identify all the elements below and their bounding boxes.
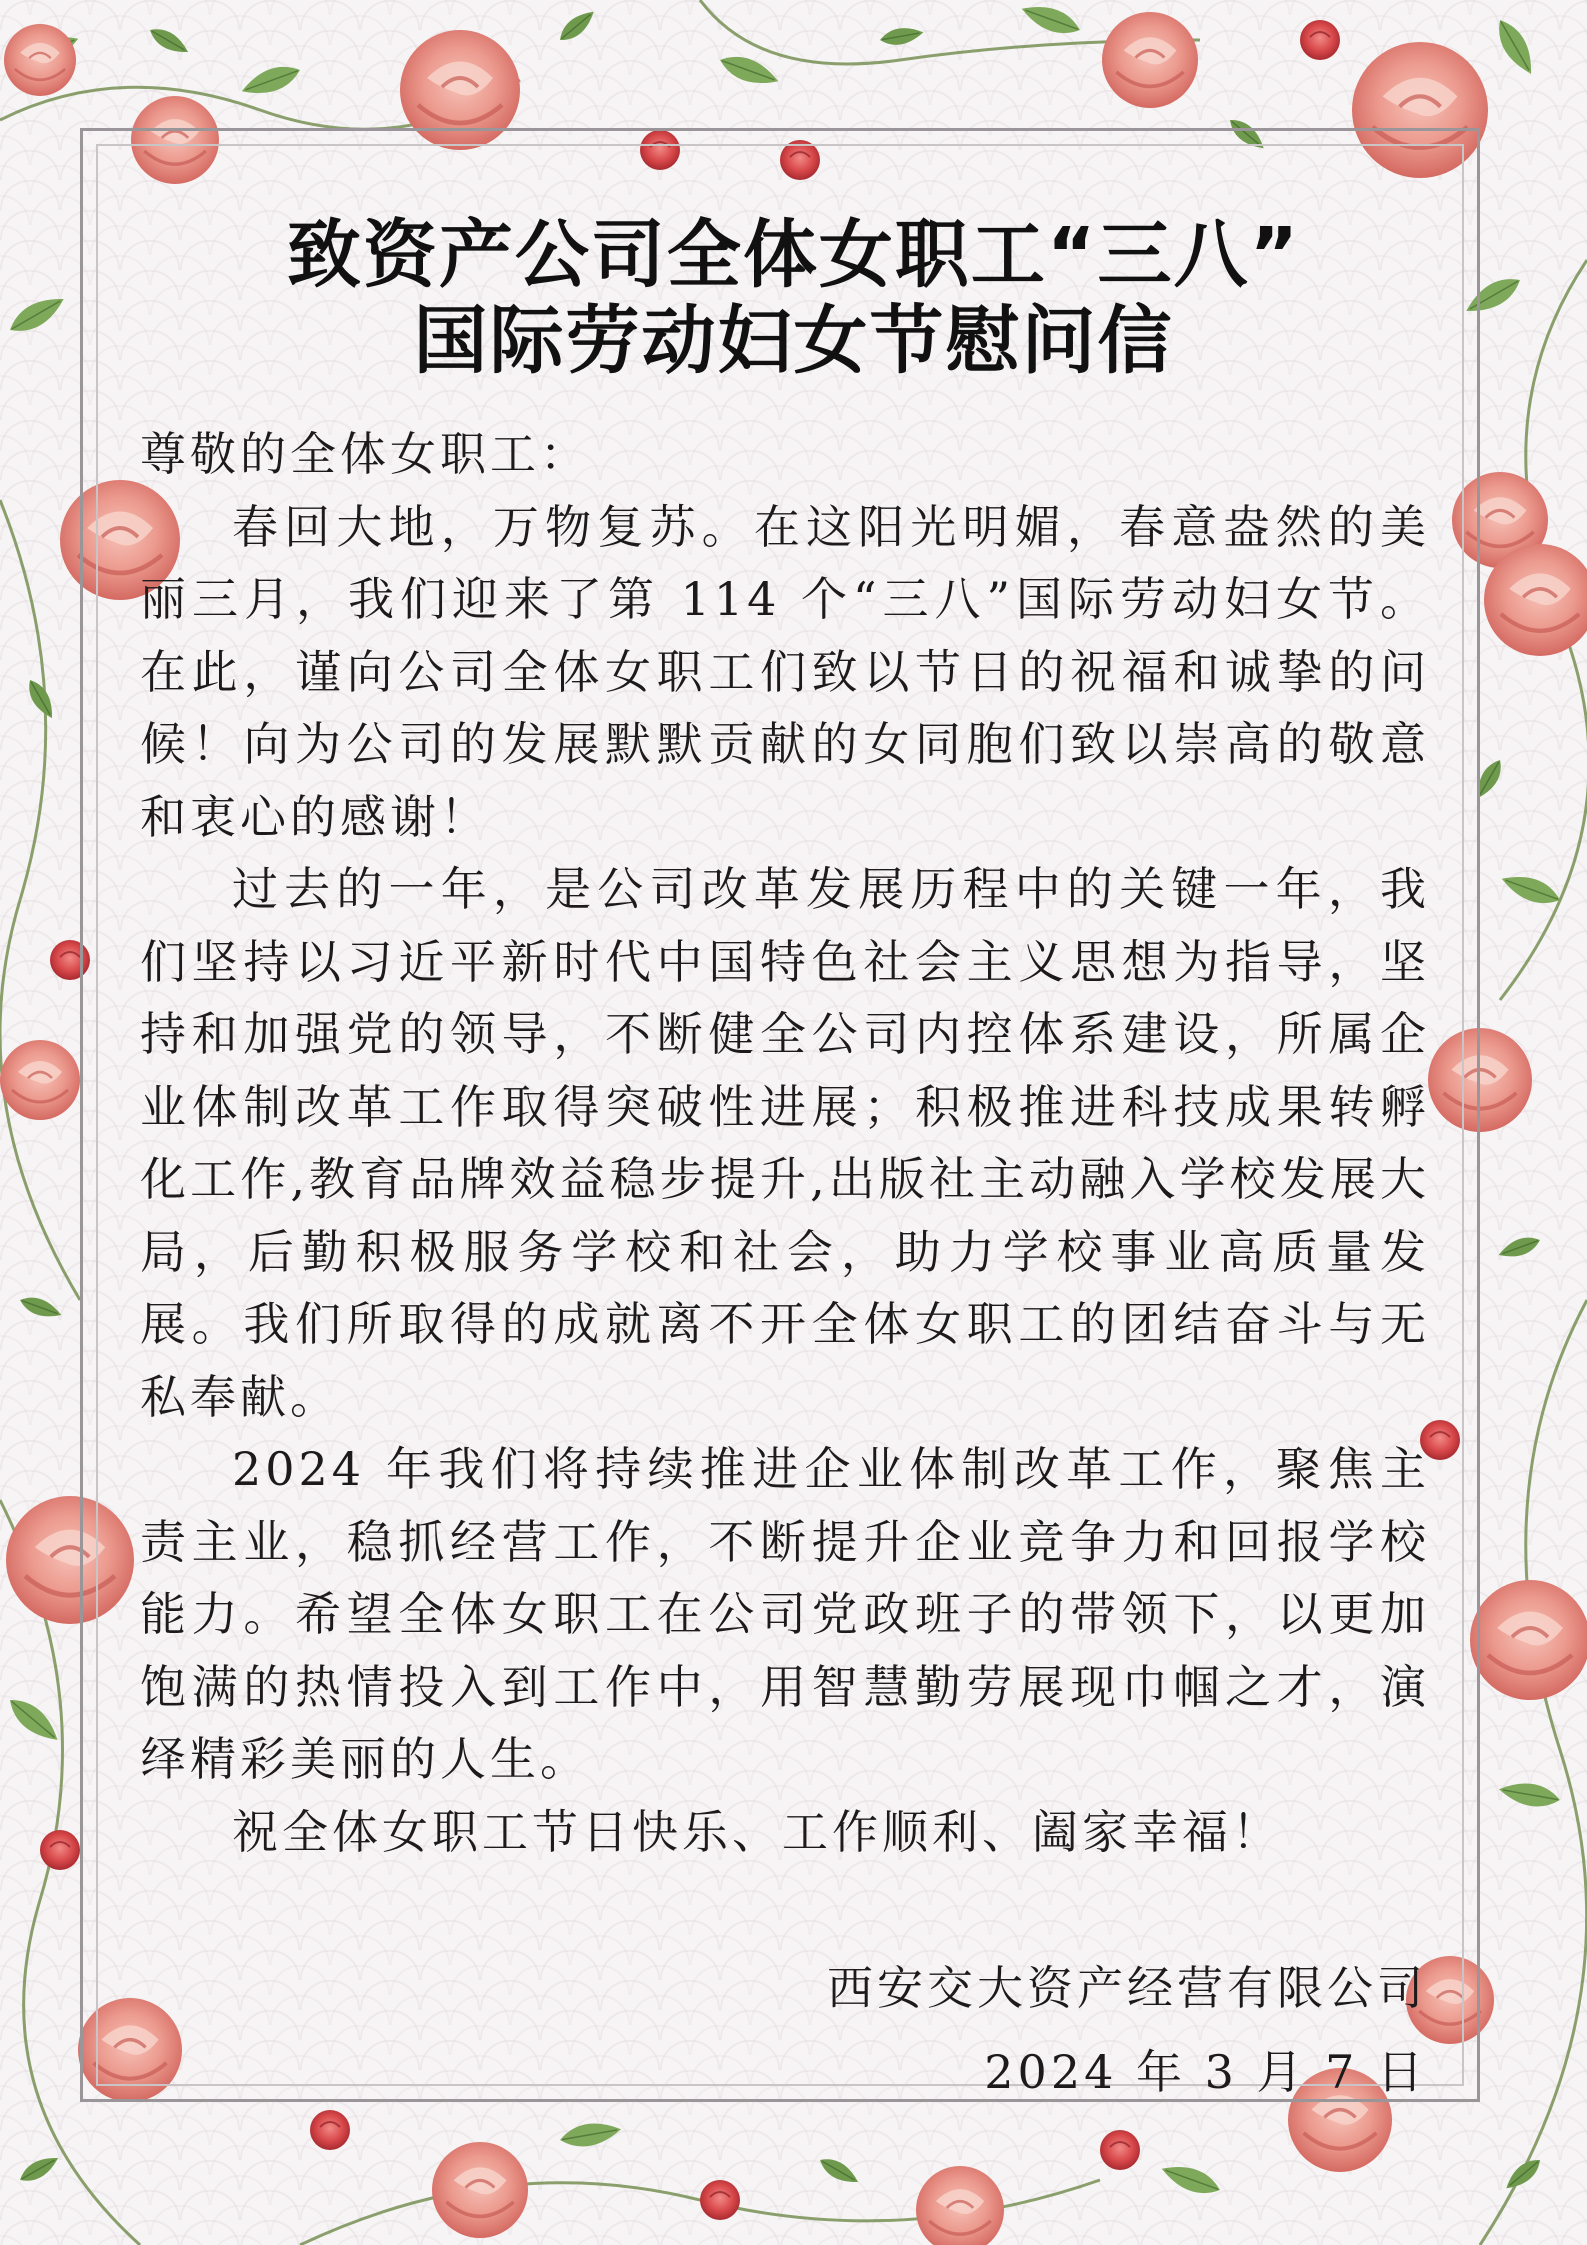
- paragraph-3: 2024 年我们将持续推进企业体制改革工作，聚焦主责主业，稳抓经营工作，不断提升企业竞争力和回报学校能力。希望全体女职工在公司党政班子的带领下，以更加饱满的热情投入到工作中，用智慧勤劳展现巾帼之才，演绎精彩美丽的人生。: [140, 1442, 1430, 1786]
- signature-date: 2024 年 3 月 7 日: [984, 2045, 1427, 2099]
- title-line-2: 国际劳动妇女节慰问信: [413, 298, 1174, 384]
- signature-block: [827, 1946, 1427, 2114]
- paragraph-1: 春回大地，万物复苏。在这阳光明媚，春意盎然的美丽三月，我们迎来了第 114 个“三八”国际劳动妇女节。在此，谨向公司全体女职工们致以节日的祝福和诚挚的问候！向为公司的发展默默贡献的女同胞们致以崇高的敬意和衷心的感谢！: [140, 499, 1430, 844]
- paragraph-2: 过去的一年，是公司改革发展历程中的关键一年，我们坚持以习近平新时代中国特色社会主义思想为指导，坚持和加强党的领导，不断健全公司内控体系建设，所属企业体制改革工作取得突破性进展；积极推进科技成果转孵化工作,教育品牌效益稳步提升,出版社主动融入学校发展大局，后勤积极服务学校和社会，助力学校事业高质量发展。我们所取得的成就离不开全体女职工的团结奋斗与无私奉献。: [140, 862, 1430, 1424]
- salutation: 尊敬的全体女职工：: [140, 427, 590, 481]
- paragraph-4: 祝全体女职工节日快乐、工作顺利、阖家幸福！: [232, 1804, 1282, 1859]
- signature-organization: 西安交大资产经营有限公司: [827, 1961, 1427, 2015]
- letter-body: [140, 418, 1430, 1868]
- title-line-1: 致资产公司全体女职工“三八”: [286, 212, 1301, 298]
